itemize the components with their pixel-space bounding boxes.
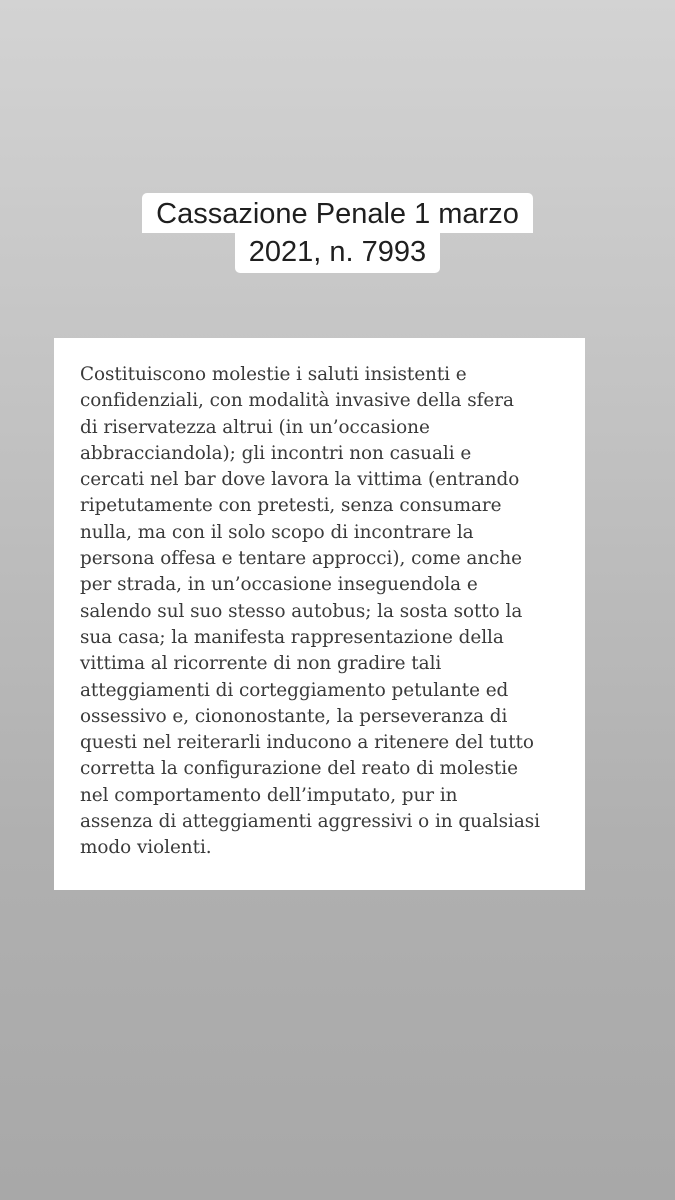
quote-line: cercati nel bar dove lavora la vittima (entrando — [80, 469, 520, 491]
quote-line: nulla, ma con il solo scopo di incontrare la — [80, 521, 474, 543]
quote-line: corretta la configurazione del reato di molestie — [80, 758, 518, 780]
quote-line: per strada, in un’occasione inseguendola e — [80, 574, 478, 596]
quote-line: abbracciandola); gli incontri non casuali e — [80, 442, 472, 464]
quote-line: assenza di atteggiamenti aggressivi o in qualsiasi — [80, 811, 540, 833]
title-line-2: 2021, n. 7993 — [235, 233, 440, 273]
quote-line: questi nel reiterarli inducono a ritenere del tutto — [80, 732, 534, 754]
quote-line: confidenziali, con modalità invasive della sfera — [80, 390, 514, 412]
quote-card — [54, 338, 585, 890]
quote-line: salendo sul suo stesso autobus; la sosta sotto la — [80, 600, 523, 622]
quote-line: ossessivo e, ciononostante, la perseveranza di — [80, 705, 508, 727]
quote-line: di riservatezza altrui (in un’occasione — [80, 416, 430, 438]
quote-line: nel comportamento dell’imputato, pur in — [80, 784, 458, 806]
quote-text — [80, 362, 565, 862]
quote-line: ripetutamente con pretesti, senza consumare — [80, 495, 502, 517]
quote-line: Costituiscono molestie i saluti insistenti e — [80, 364, 467, 385]
quote-line: persona offesa e tentare approcci), come anche — [80, 548, 522, 570]
title-line-1: Cassazione Penale 1 marzo — [142, 193, 533, 233]
quote-line: modo violenti. — [80, 837, 212, 859]
quote-line: sua casa; la manifesta rappresentazione della — [80, 626, 504, 648]
quote-line: vittima al ricorrente di non gradire tali — [80, 653, 442, 675]
story-title — [0, 193, 675, 273]
quote-line: atteggiamenti di corteggiamento petulante ed — [80, 679, 509, 701]
